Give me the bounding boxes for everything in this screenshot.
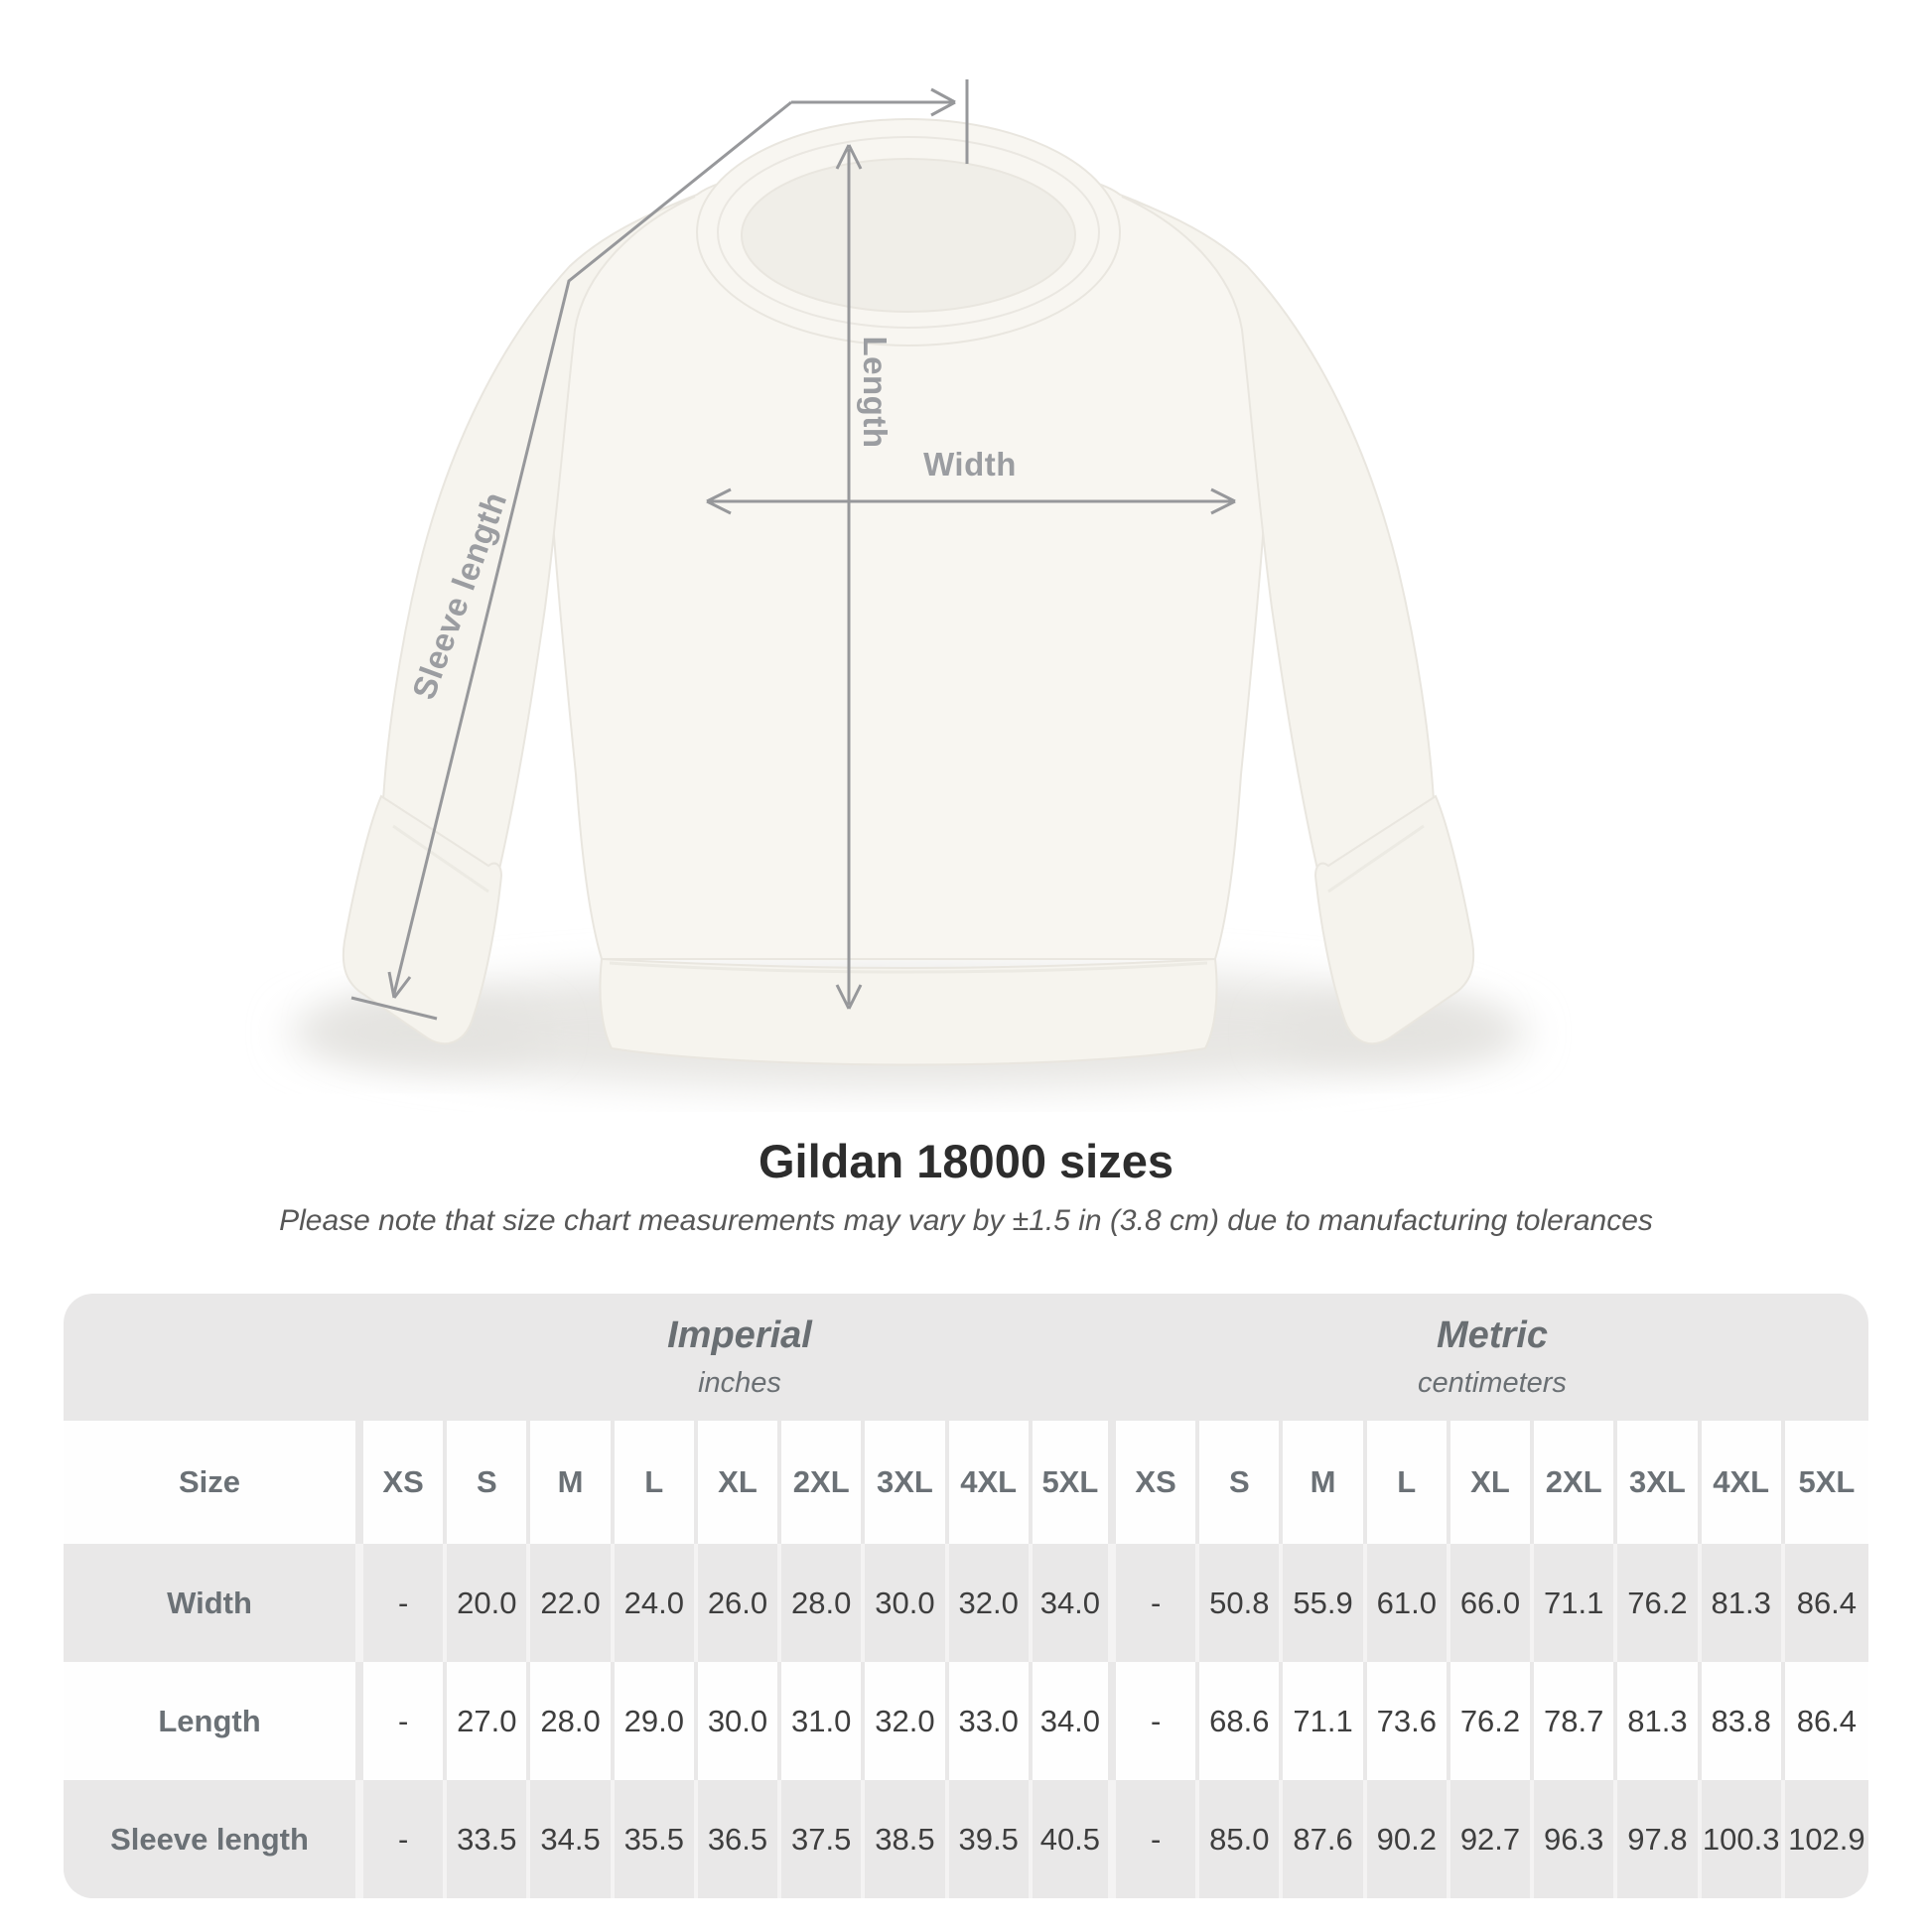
value-cell: - bbox=[363, 1662, 447, 1780]
value-cell: 35.5 bbox=[615, 1780, 698, 1898]
value-cell: 55.9 bbox=[1283, 1544, 1366, 1662]
width-measure-label: Width bbox=[923, 446, 1017, 483]
value-cell: 61.0 bbox=[1367, 1544, 1450, 1662]
value-cell: - bbox=[1116, 1780, 1199, 1898]
tolerance-note: Please note that size chart measurements may vary by ±1.5 in (3.8 cm) due to manufacturing tolerances bbox=[279, 1204, 1653, 1237]
metric-group-header bbox=[1116, 1294, 1868, 1421]
value-cell: 38.5 bbox=[865, 1780, 948, 1898]
value-cell: 71.1 bbox=[1534, 1544, 1617, 1662]
size-col-header-imperial-2xl: 2XL bbox=[781, 1421, 865, 1544]
table-row-sleeve-length bbox=[64, 1780, 1868, 1898]
value-cell: 85.0 bbox=[1199, 1780, 1283, 1898]
value-cell: 81.3 bbox=[1702, 1544, 1785, 1662]
value-cell: 73.6 bbox=[1367, 1662, 1450, 1780]
metric-group-unit: centimeters bbox=[1418, 1367, 1567, 1399]
value-cell: 22.0 bbox=[530, 1544, 614, 1662]
size-col-header-metric-5xl: 5XL bbox=[1785, 1421, 1868, 1544]
title-block bbox=[0, 1134, 1932, 1238]
value-cell: 86.4 bbox=[1785, 1662, 1868, 1780]
value-cell: 28.0 bbox=[530, 1662, 614, 1780]
value-cell: 83.8 bbox=[1702, 1662, 1785, 1780]
size-col-header-imperial-s: S bbox=[447, 1421, 530, 1544]
value-cell: 68.6 bbox=[1199, 1662, 1283, 1780]
value-cell: 20.0 bbox=[447, 1544, 530, 1662]
imperial-group-header bbox=[363, 1294, 1116, 1421]
unit-group-row bbox=[64, 1294, 1868, 1421]
value-cell: 40.5 bbox=[1033, 1780, 1116, 1898]
value-cell: 32.0 bbox=[865, 1662, 948, 1780]
value-cell: - bbox=[1116, 1662, 1199, 1780]
size-col-header-imperial-3xl: 3XL bbox=[865, 1421, 948, 1544]
page-title: Gildan 18000 sizes bbox=[758, 1135, 1174, 1187]
value-cell: 86.4 bbox=[1785, 1544, 1868, 1662]
size-col-header-metric-m: M bbox=[1283, 1421, 1366, 1544]
value-cell: 26.0 bbox=[698, 1544, 781, 1662]
value-cell: 34.0 bbox=[1033, 1544, 1116, 1662]
size-col-header-imperial-5xl: 5XL bbox=[1033, 1421, 1116, 1544]
value-cell: 28.0 bbox=[781, 1544, 865, 1662]
value-cell: 81.3 bbox=[1617, 1662, 1701, 1780]
imperial-group-title: Imperial bbox=[667, 1314, 812, 1356]
value-cell: 71.1 bbox=[1283, 1662, 1366, 1780]
size-col-header-metric-l: L bbox=[1367, 1421, 1450, 1544]
value-cell: - bbox=[363, 1780, 447, 1898]
value-cell: 34.0 bbox=[1033, 1662, 1116, 1780]
value-cell: 96.3 bbox=[1534, 1780, 1617, 1898]
size-col-header-metric-xs: XS bbox=[1116, 1421, 1199, 1544]
value-cell: 32.0 bbox=[949, 1544, 1033, 1662]
row-label: Length bbox=[64, 1662, 363, 1780]
size-col-header-metric-xl: XL bbox=[1450, 1421, 1534, 1544]
value-cell: 27.0 bbox=[447, 1662, 530, 1780]
value-cell: 100.3 bbox=[1702, 1780, 1785, 1898]
value-cell: 30.0 bbox=[698, 1662, 781, 1780]
size-col-header-imperial-m: M bbox=[530, 1421, 614, 1544]
size-col-header-metric-4xl: 4XL bbox=[1702, 1421, 1785, 1544]
value-cell: 90.2 bbox=[1367, 1780, 1450, 1898]
length-measure-label: Length bbox=[857, 336, 894, 449]
size-col-header-imperial-l: L bbox=[615, 1421, 698, 1544]
size-table-header-row bbox=[64, 1421, 1868, 1544]
value-cell: 87.6 bbox=[1283, 1780, 1366, 1898]
size-table-card bbox=[64, 1294, 1868, 1898]
value-cell: 33.0 bbox=[949, 1662, 1033, 1780]
size-col-header-imperial-xs: XS bbox=[363, 1421, 447, 1544]
row-label: Width bbox=[64, 1544, 363, 1662]
table-row-length bbox=[64, 1662, 1868, 1780]
size-col-header-imperial-xl: XL bbox=[698, 1421, 781, 1544]
size-table-rows bbox=[64, 1544, 1868, 1898]
value-cell: 36.5 bbox=[698, 1780, 781, 1898]
size-col-header-metric-2xl: 2XL bbox=[1534, 1421, 1617, 1544]
value-cell: 39.5 bbox=[949, 1780, 1033, 1898]
value-cell: 34.5 bbox=[530, 1780, 614, 1898]
value-cell: 92.7 bbox=[1450, 1780, 1534, 1898]
value-cell: 78.7 bbox=[1534, 1662, 1617, 1780]
value-cell: 31.0 bbox=[781, 1662, 865, 1780]
value-cell: - bbox=[363, 1544, 447, 1662]
value-cell: 76.2 bbox=[1450, 1662, 1534, 1780]
size-header-cell: Size bbox=[64, 1421, 363, 1544]
value-cell: - bbox=[1116, 1544, 1199, 1662]
value-cell: 97.8 bbox=[1617, 1780, 1701, 1898]
value-cell: 29.0 bbox=[615, 1662, 698, 1780]
value-cell: 33.5 bbox=[447, 1780, 530, 1898]
sleeve-length-measure-label: Sleeve length bbox=[404, 486, 514, 705]
row-label: Sleeve length bbox=[64, 1780, 363, 1898]
metric-group-title: Metric bbox=[1437, 1314, 1548, 1356]
value-cell: 50.8 bbox=[1199, 1544, 1283, 1662]
value-cell: 30.0 bbox=[865, 1544, 948, 1662]
table-row-width bbox=[64, 1544, 1868, 1662]
value-cell: 76.2 bbox=[1617, 1544, 1701, 1662]
size-col-header-imperial-4xl: 4XL bbox=[949, 1421, 1033, 1544]
value-cell: 37.5 bbox=[781, 1780, 865, 1898]
size-col-header-metric-3xl: 3XL bbox=[1617, 1421, 1701, 1544]
sweatshirt-graphic bbox=[344, 119, 1473, 1065]
value-cell: 102.9 bbox=[1785, 1780, 1868, 1898]
value-cell: 66.0 bbox=[1450, 1544, 1534, 1662]
value-cell: 24.0 bbox=[615, 1544, 698, 1662]
size-col-header-metric-s: S bbox=[1199, 1421, 1283, 1544]
imperial-group-unit: inches bbox=[698, 1367, 781, 1399]
